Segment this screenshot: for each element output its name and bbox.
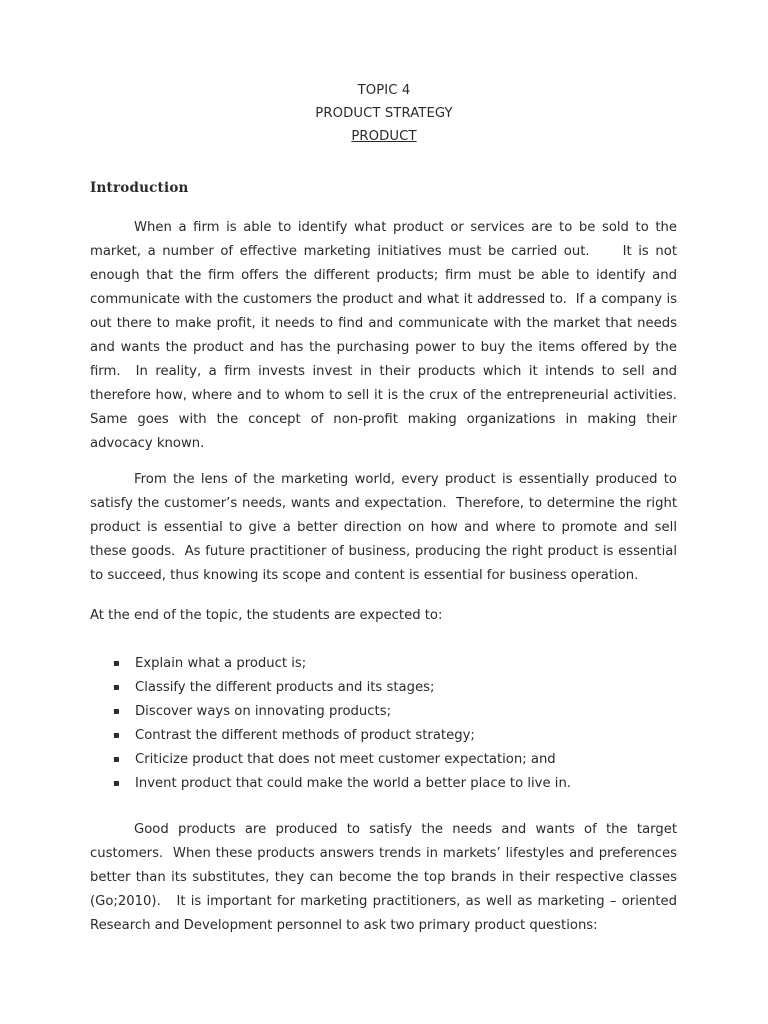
bullet-icon: ▪ (113, 706, 120, 717)
objectives-list (113, 652, 571, 796)
bullet-icon: ▪ (113, 778, 120, 789)
section-heading-introduction: Introduction (90, 180, 189, 196)
list-item (113, 748, 571, 772)
document-title: PRODUCT STRATEGY (315, 106, 453, 121)
objective-text: Discover ways on innovating products; (135, 704, 392, 719)
bullet-icon: ▪ (113, 682, 120, 693)
bullet-icon: ▪ (113, 658, 120, 669)
intro-paragraph-1: When a firm is able to identify what product or services are to be sold to the market, a number of effective marketing initiatives must be carried out. It is not enough that the firm offers the different products; firm must be able to identify and communicate with the customers the product and what it addressed to. If a company is out there to make profit, it needs to find and communicate with the market that needs and wants the product and has the purchasing power to buy the items offered by the firm. In reality, a firm invests invest in their products which it intends to sell and therefore how, where and to whom to sell it is the crux of the entrepreneurial activities. Same goes with the concept of non-profit making organizations in making their advocacy known. (90, 220, 677, 451)
objective-text: Invent product that could make the world a better place to live in. (135, 776, 571, 791)
list-item (113, 652, 571, 676)
document-header (0, 79, 768, 148)
intro-paragraph-2: From the lens of the marketing world, every product is essentially produced to satisfy the customer’s needs, wants and expectation. Therefore, to determine the right product is essential to give a better direction on how and where to promote and sell these goods. As future practitioner of business, producing the right product is essential to succeed, thus knowing its scope and content is essential for business operation. (90, 472, 677, 583)
objective-text: Classify the different products and its stages; (135, 680, 435, 695)
list-item (113, 676, 571, 700)
document-subtitle: PRODUCT (351, 129, 417, 144)
intro-paragraph-3: Good products are produced to satisfy the needs and wants of the target customers. When these products answers trends in markets’ lifestyles and preferences better than its substitutes, they can become the top brands in their respective classes (Go;2010). It is important for marketing practitioners, as well as marketing – oriented Research and Development personnel to ask two primary product questions: (90, 822, 677, 933)
objectives-lead-in: At the end of the topic, the students are expected to: (90, 608, 443, 623)
list-item (113, 772, 571, 796)
bullet-icon: ▪ (113, 754, 120, 765)
objective-text: Contrast the different methods of product strategy; (135, 728, 475, 743)
list-item (113, 700, 571, 724)
list-item (113, 724, 571, 748)
objective-text: Explain what a product is; (135, 656, 307, 671)
objective-text: Criticize product that does not meet customer expectation; and (135, 752, 556, 767)
bullet-icon: ▪ (113, 730, 120, 741)
topic-number: TOPIC 4 (357, 83, 411, 98)
